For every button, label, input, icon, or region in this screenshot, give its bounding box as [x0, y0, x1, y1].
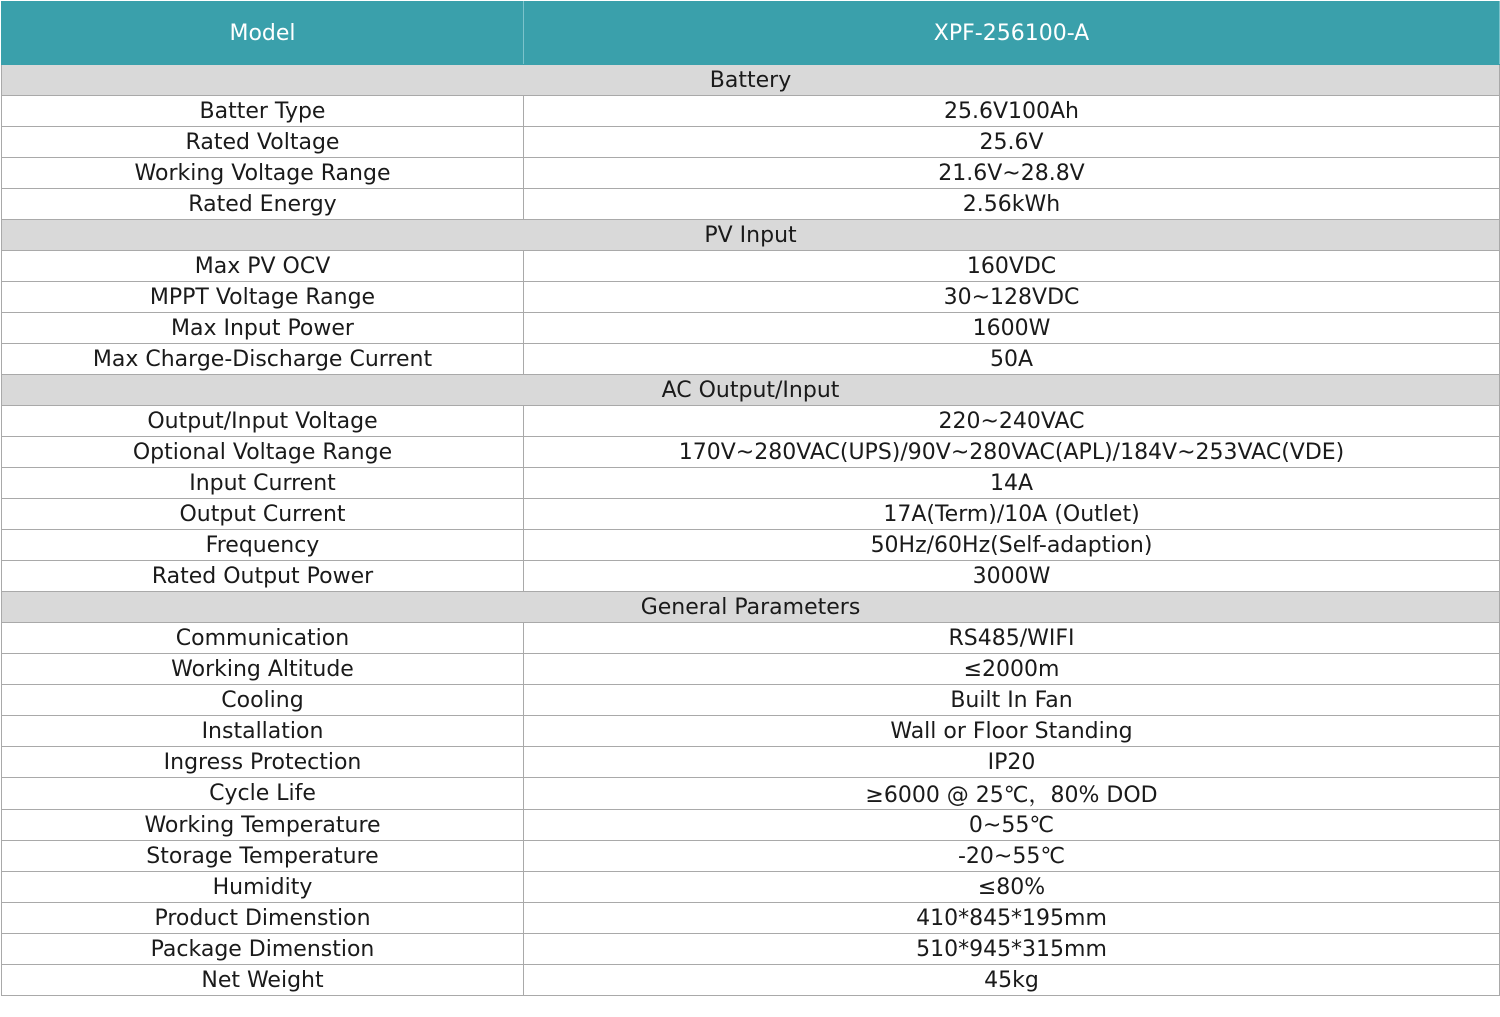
spec-body: [2, 65, 1500, 996]
spec-value: ≥6000 @ 25℃，80% DOD: [524, 778, 1500, 810]
table-row: [2, 934, 1500, 965]
spec-value: 21.6V~28.8V: [524, 158, 1500, 189]
spec-value: 17A(Term)/10A (Outlet): [524, 499, 1500, 530]
table-row: [2, 841, 1500, 872]
spec-label: Working Temperature: [2, 810, 524, 841]
spec-value: 14A: [524, 468, 1500, 499]
spec-value: 0~55℃: [524, 810, 1500, 841]
spec-label: Max Charge-Discharge Current: [2, 344, 524, 375]
spec-value: 45kg: [524, 965, 1500, 996]
spec-value: 510*945*315mm: [524, 934, 1500, 965]
header-model-value: XPF-256100-A: [524, 2, 1500, 65]
section-header-row: [2, 592, 1500, 623]
spec-value: -20~55℃: [524, 841, 1500, 872]
spec-value: 2.56kWh: [524, 189, 1500, 220]
spec-label: Product Dimenstion: [2, 903, 524, 934]
spec-value: Wall or Floor Standing: [524, 716, 1500, 747]
spec-value: 220~240VAC: [524, 406, 1500, 437]
spec-value: 25.6V100Ah: [524, 96, 1500, 127]
spec-label: Output Current: [2, 499, 524, 530]
table-row: [2, 872, 1500, 903]
table-row: [2, 716, 1500, 747]
table-row: [2, 623, 1500, 654]
spec-value: 410*845*195mm: [524, 903, 1500, 934]
spec-table: [1, 1, 1500, 996]
section-header-row: [2, 375, 1500, 406]
spec-value: 3000W: [524, 561, 1500, 592]
spec-value: 30~128VDC: [524, 282, 1500, 313]
spec-value: ≤80%: [524, 872, 1500, 903]
section-title: Battery: [2, 65, 1500, 96]
spec-value: 50A: [524, 344, 1500, 375]
table-row: [2, 654, 1500, 685]
section-header-row: [2, 65, 1500, 96]
table-row: [2, 810, 1500, 841]
table-row: [2, 282, 1500, 313]
spec-label: Cycle Life: [2, 778, 524, 810]
table-row: [2, 530, 1500, 561]
spec-value: 25.6V: [524, 127, 1500, 158]
spec-value: 1600W: [524, 313, 1500, 344]
table-row: [2, 903, 1500, 934]
table-row: [2, 747, 1500, 778]
table-row: [2, 468, 1500, 499]
spec-value: 160VDC: [524, 251, 1500, 282]
table-row: [2, 499, 1500, 530]
spec-label: Humidity: [2, 872, 524, 903]
table-row: [2, 437, 1500, 468]
table-row: [2, 251, 1500, 282]
spec-label: Working Altitude: [2, 654, 524, 685]
header-model-label: Model: [2, 2, 524, 65]
spec-value: ≤2000m: [524, 654, 1500, 685]
spec-label: Communication: [2, 623, 524, 654]
table-row: [2, 313, 1500, 344]
table-row: [2, 561, 1500, 592]
spec-label: Storage Temperature: [2, 841, 524, 872]
spec-label: Output/Input Voltage: [2, 406, 524, 437]
spec-value: IP20: [524, 747, 1500, 778]
table-row: [2, 778, 1500, 810]
spec-label: Max PV OCV: [2, 251, 524, 282]
table-row: [2, 685, 1500, 716]
spec-label: Installation: [2, 716, 524, 747]
header-row: [2, 2, 1500, 65]
spec-label: Input Current: [2, 468, 524, 499]
spec-label: Cooling: [2, 685, 524, 716]
section-title: AC Output/Input: [2, 375, 1500, 406]
spec-value: RS485/WIFI: [524, 623, 1500, 654]
spec-label: Working Voltage Range: [2, 158, 524, 189]
table-row: [2, 406, 1500, 437]
spec-label: Optional Voltage Range: [2, 437, 524, 468]
spec-label: Ingress Protection: [2, 747, 524, 778]
spec-value: 50Hz/60Hz(Self-adaption): [524, 530, 1500, 561]
spec-label: Max Input Power: [2, 313, 524, 344]
table-row: [2, 158, 1500, 189]
spec-label: Net Weight: [2, 965, 524, 996]
section-title: PV Input: [2, 220, 1500, 251]
section-title: General Parameters: [2, 592, 1500, 623]
table-row: [2, 965, 1500, 996]
spec-label: Batter Type: [2, 96, 524, 127]
spec-label: MPPT Voltage Range: [2, 282, 524, 313]
table-row: [2, 189, 1500, 220]
spec-label: Frequency: [2, 530, 524, 561]
spec-value: 170V~280VAC(UPS)/90V~280VAC(APL)/184V~253VAC(VDE): [524, 437, 1500, 468]
table-row: [2, 96, 1500, 127]
section-header-row: [2, 220, 1500, 251]
spec-label: Rated Energy: [2, 189, 524, 220]
spec-label: Package Dimenstion: [2, 934, 524, 965]
table-row: [2, 344, 1500, 375]
spec-label: Rated Output Power: [2, 561, 524, 592]
spec-value: Built In Fan: [524, 685, 1500, 716]
table-row: [2, 127, 1500, 158]
spec-label: Rated Voltage: [2, 127, 524, 158]
